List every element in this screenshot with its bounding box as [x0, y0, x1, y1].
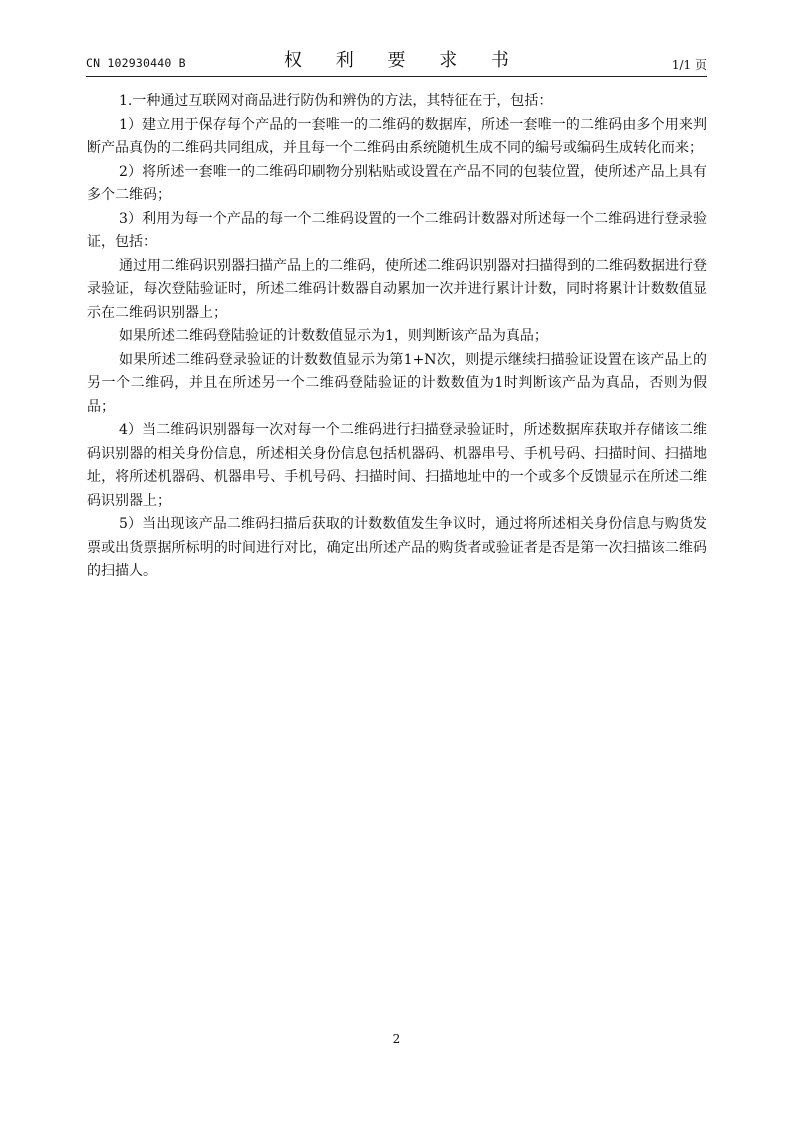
claim-paragraph: 如果所述二维码登陆验证的计数数值显示为1，则判断该产品为真品； — [119, 328, 548, 344]
claim-paragraph: 1.一种通过互联网对商品进行防伪和辨伪的方法，其特征在于，包括： — [119, 93, 553, 109]
document-title: 权 利 要 求 书 — [284, 50, 523, 71]
claim-paragraph: 5）当出现该产品二维码扫描后获取的计数数值发生争议时，通过将所述相关身份信息与购货发票或出货票据所标明的时间进行对比，确定出所述产品的购货者或验证者是否是第一次扫描该二维码的扫描人。 — [87, 516, 707, 579]
claim-paragraph: 3）利用为每一个产品的每一个二维码设置的一个二维码计数器对所述每一个二维码进行登录验证，包括： — [87, 210, 707, 250]
claim-paragraph: 如果所述二维码登录验证的计数数值显示为第1+N次，则提示继续扫描验证设置在该产品上的另一个二维码，并且在所述另一个二维码登陆验证的计数数值为1时判断该产品为真品，否则为假品； — [87, 351, 707, 415]
page-info: 1/1 页 — [671, 58, 707, 72]
patent-number: CN 102930440 B — [86, 56, 186, 70]
page-header — [86, 44, 707, 77]
claim-paragraph: 通过用二维码识别器扫描产品上的二维码，使所述二维码识别器对扫描得到的二维码数据进行登录验证，每次登陆验证时，所述二维码计数器自动累加一次并进行累计计数，同时将累计计数数值显示在二维码识别器上； — [87, 257, 707, 321]
claim-paragraph: 4）当二维码识别器每一次对每一个二维码进行扫描登录验证时，所述数据库获取并存储该二维码识别器的相关身份信息，所述相关身份信息包括机器码、机器串号、手机号码、扫描时间、扫描地址，将所述机器码、机器串号、手机号码、扫描时间、扫描地址中的一个或多个反馈显示在所述二维码识别器上； — [87, 422, 707, 509]
claim-paragraph: 1）建立用于保存每个产品的一套唯一的二维码的数据库，所述一套唯一的二维码由多个用来判断产品真伪的二维码共同组成，并且每一个二维码由系统随机生成不同的编号或编码生成转化而来； — [87, 116, 707, 156]
page-number: 2 — [392, 1032, 401, 1046]
claim-paragraph: 2）将所述一套唯一的二维码印刷物分别粘贴或设置在产品不同的包装位置，使所述产品上具有多个二维码； — [87, 163, 707, 203]
claims-body — [87, 90, 707, 584]
